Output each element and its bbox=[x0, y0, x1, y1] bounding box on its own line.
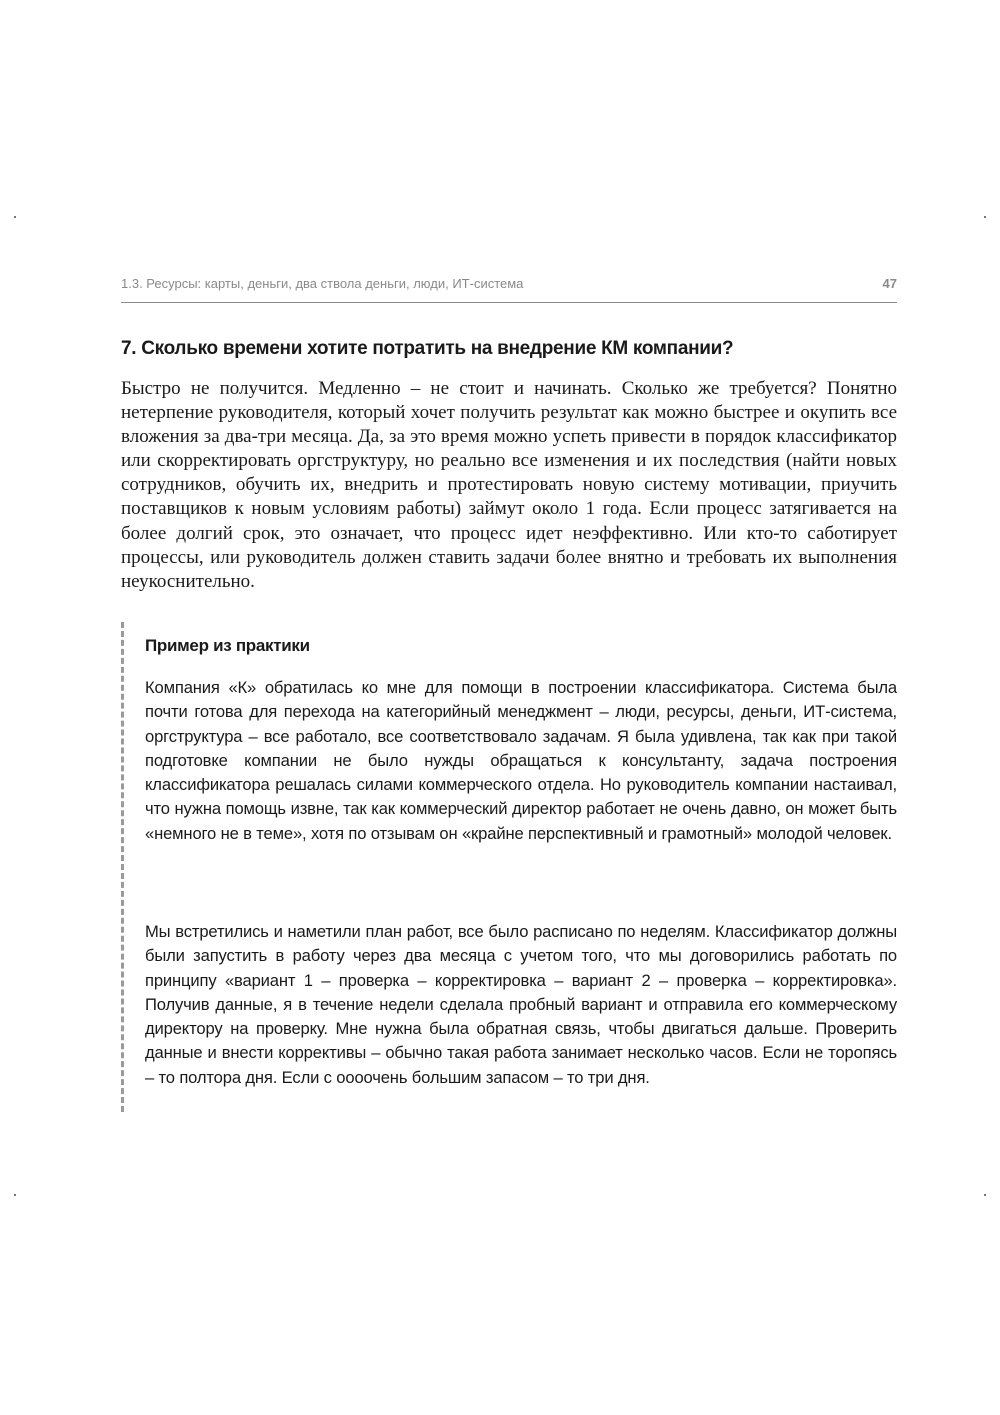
running-head bbox=[121, 276, 897, 298]
crop-mark-top-left bbox=[14, 216, 16, 218]
example-sidebar-rule bbox=[121, 622, 124, 1112]
crop-mark-bottom-left bbox=[14, 1194, 16, 1196]
crop-mark-top-right bbox=[984, 216, 986, 218]
example-heading: Пример из практики bbox=[145, 636, 310, 655]
crop-mark-bottom-right bbox=[984, 1194, 986, 1196]
header-rule bbox=[121, 302, 897, 303]
section-heading: 7. Сколько времени хотите потратить на внедрение КМ компании? bbox=[121, 338, 734, 359]
chapter-title: 1.3. Ресурсы: карты, деньги, два ствола деньги, люди, ИТ-система bbox=[121, 276, 524, 291]
example-paragraph: Компания «К» обратилась ко мне для помощи в построении классификатора. Система была почти готова для перехода на категорийный менеджмент – люди, ресурсы, деньги, ИТ-система, оргструктура – все работало, все соответствовало задачам. Я была удивлена, так как при такой подготовке компании не было нужды обращаться к консультанту, задача построения классификатора решалась силами коммерческого отдела. Но руководитель компании настаивал, что нужна помощь извне, так как коммерческий директор работает не очень давно, он может быть «немного не в теме», хотя по отзывам он «крайне перспективный и грамотный» молодой человек. bbox=[145, 678, 897, 843]
page-number: 47 bbox=[882, 276, 897, 291]
example-paragraph: Мы встретились и наметили план работ, все было расписано по неделям. Классификатор должны были запустить в работу через два месяца с учетом того, что мы договорились работать по принципу «вариант 1 – проверка – корректировка – вариант 2 – проверка – корректировка». Получив данные, я в течение недели сделала пробный вариант и отправила его коммерческому директору на проверку. Мне нужна была обратная связь, чтобы двигаться дальше. Проверить данные и внести коррективы – обычно такая работа занимает несколько часов. Если не торопясь – то полтора дня. Если с оооочень большим запасом – то три дня. bbox=[145, 922, 897, 1087]
section-body: Быстро не получится. Медленно – не стоит и начинать. Сколько же требуется? Понятно нетерпение руководителя, который хочет получить результат как можно быстрее и окупить все вложения за два-три месяца. Да, за это время можно успеть привести в порядок классификатор или скорректировать оргструктуру, но реально все изменения и их последствия (найти новых сотрудников, обучить их, внедрить и протестировать новую систему мотивации, приучить поставщиков к новым условиям работы) займут около 1 года. Если процесс затягивается на более долгий срок, это означает, что процесс идет неэффективно. Или кто-то саботирует процессы, или руководитель должен ставить задачи более внятно и требовать их выполнения неукоснительно. bbox=[121, 378, 897, 592]
